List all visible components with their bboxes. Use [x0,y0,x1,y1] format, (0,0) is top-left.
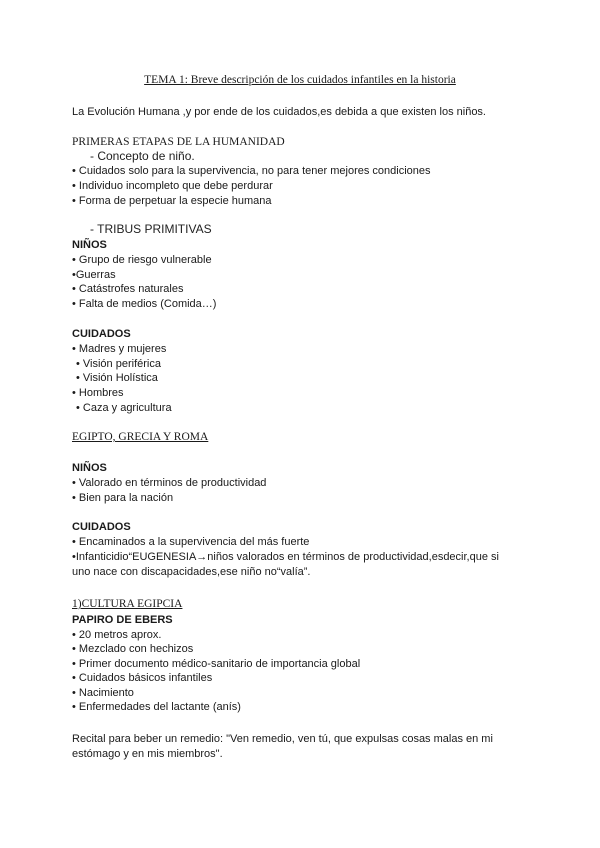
list-item: • Bien para la nación [72,492,174,504]
list-item: • Forma de perpetuar la especie humana [72,195,272,207]
list-item: • Individuo incompleto que debe perdurar [72,180,273,192]
section-heading-cultura-egipcia: 1)CULTURA EGIPCIA [72,598,183,610]
list-item: •Guerras [72,269,116,281]
subheading-concepto: - Concepto de niño. [90,149,195,163]
infanticidio-text: •Infanticidio“EUGENESIA→niños valorados en términos de productividad,esdecir,que si uno nace con discapacidades,ese niño no“valía”. [72,551,499,578]
section-heading-primeras-etapas: PRIMERAS ETAPAS DE LA HUMANIDAD [72,136,285,148]
list-item: • Cuidados solo para la supervivencia, no para tener mejores condiciones [72,165,431,177]
ninos-label: NIÑOS [72,462,107,474]
recital-text: Recital para beber un remedio: "Ven remedio, ven tú, que expulsas cosas malas en mi estómago y en mis miembros". [72,733,493,760]
list-item: • Cuidados básicos infantiles [72,672,213,684]
list-item: • Enfermedades del lactante (anís) [72,701,241,713]
list-item: • Primer documento médico-sanitario de importancia global [72,658,361,670]
list-item: • Visión Holística [76,372,158,384]
cuidados-label: CUIDADOS [72,521,131,533]
section-heading-egipto-grecia-roma: EGIPTO, GRECIA Y ROMA [72,431,209,443]
list-item: • Caza y agricultura [76,402,172,414]
papiro-label: PAPIRO DE EBERS [72,614,173,626]
intro-text: La Evolución Humana ,y por ende de los cuidados,es debida a que existen los niños. [72,106,486,118]
list-item: • 20 metros aprox. [72,629,162,641]
list-item: • Encaminados a la supervivencia del más fuerte [72,536,310,548]
list-item: • Hombres [72,387,124,399]
subheading-tribus: - TRIBUS PRIMITIVAS [90,222,212,236]
list-item: • Grupo de riesgo vulnerable [72,254,212,266]
list-item: • Valorado en términos de productividad [72,477,267,489]
list-item: • Falta de medios (Comida…) [72,298,217,310]
list-item: • Catástrofes naturales [72,283,184,295]
list-item: • Visión periférica [76,358,161,370]
list-item: • Nacimiento [72,687,134,699]
document-title: TEMA 1: Breve descripción de los cuidados infantiles en la historia [144,74,456,86]
ninos-label: NIÑOS [72,239,107,251]
cuidados-label: CUIDADOS [72,328,131,340]
list-item: • Madres y mujeres [72,343,167,355]
list-item: • Mezclado con hechizos [72,643,194,655]
